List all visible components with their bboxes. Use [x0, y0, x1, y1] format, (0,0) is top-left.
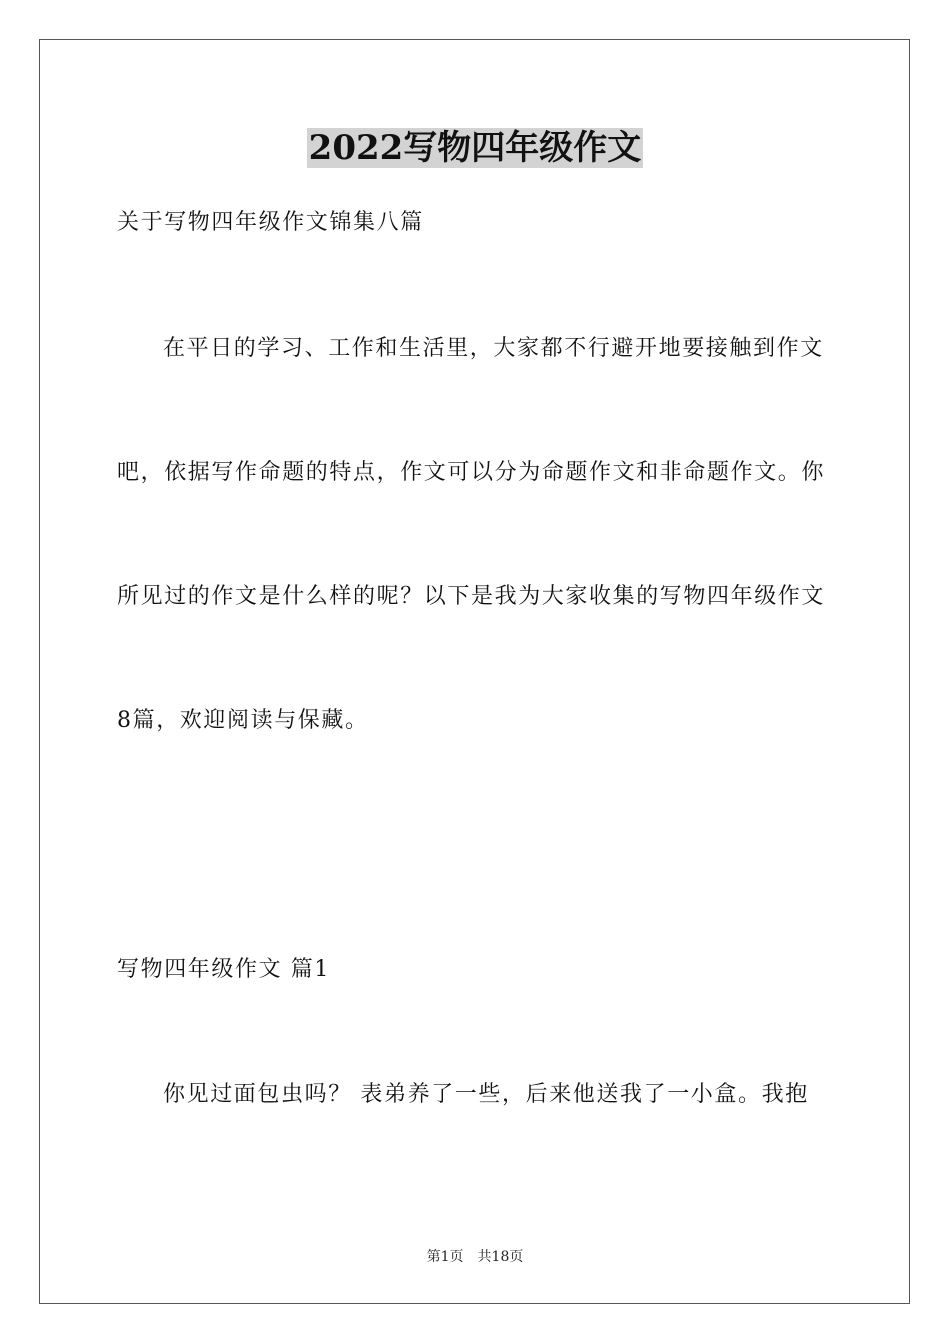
intro-paragraph-line-4: 8篇，欢迎阅读与保藏。: [117, 708, 369, 733]
section-heading: 写物四年级作文 篇1: [117, 957, 330, 982]
section-paragraph-line-1: 你见过面包虫吗？ 表弟养了一些，后来他送我了一小盒。我抱: [163, 1082, 809, 1107]
intro-paragraph-line-1: 在平日的学习、工作和生活里，大家都不行避开地要接触到作文: [163, 336, 824, 361]
intro-paragraph-line-2: 吧，依据写作命题的特点，作文可以分为命题作文和非命题作文。你: [117, 460, 826, 485]
intro-paragraph-line-3: 所见过的作文是什么样的呢？以下是我为大家收集的写物四年级作文: [117, 584, 826, 609]
page-number: 第1页: [426, 1249, 464, 1265]
page-total: 共18页: [477, 1249, 524, 1265]
title-text: 2022写物四年级作文: [308, 128, 642, 168]
page-footer: [0, 1247, 950, 1267]
document-subtitle: 关于写物四年级作文锦集八篇: [117, 210, 424, 235]
document-title: [0, 126, 950, 170]
